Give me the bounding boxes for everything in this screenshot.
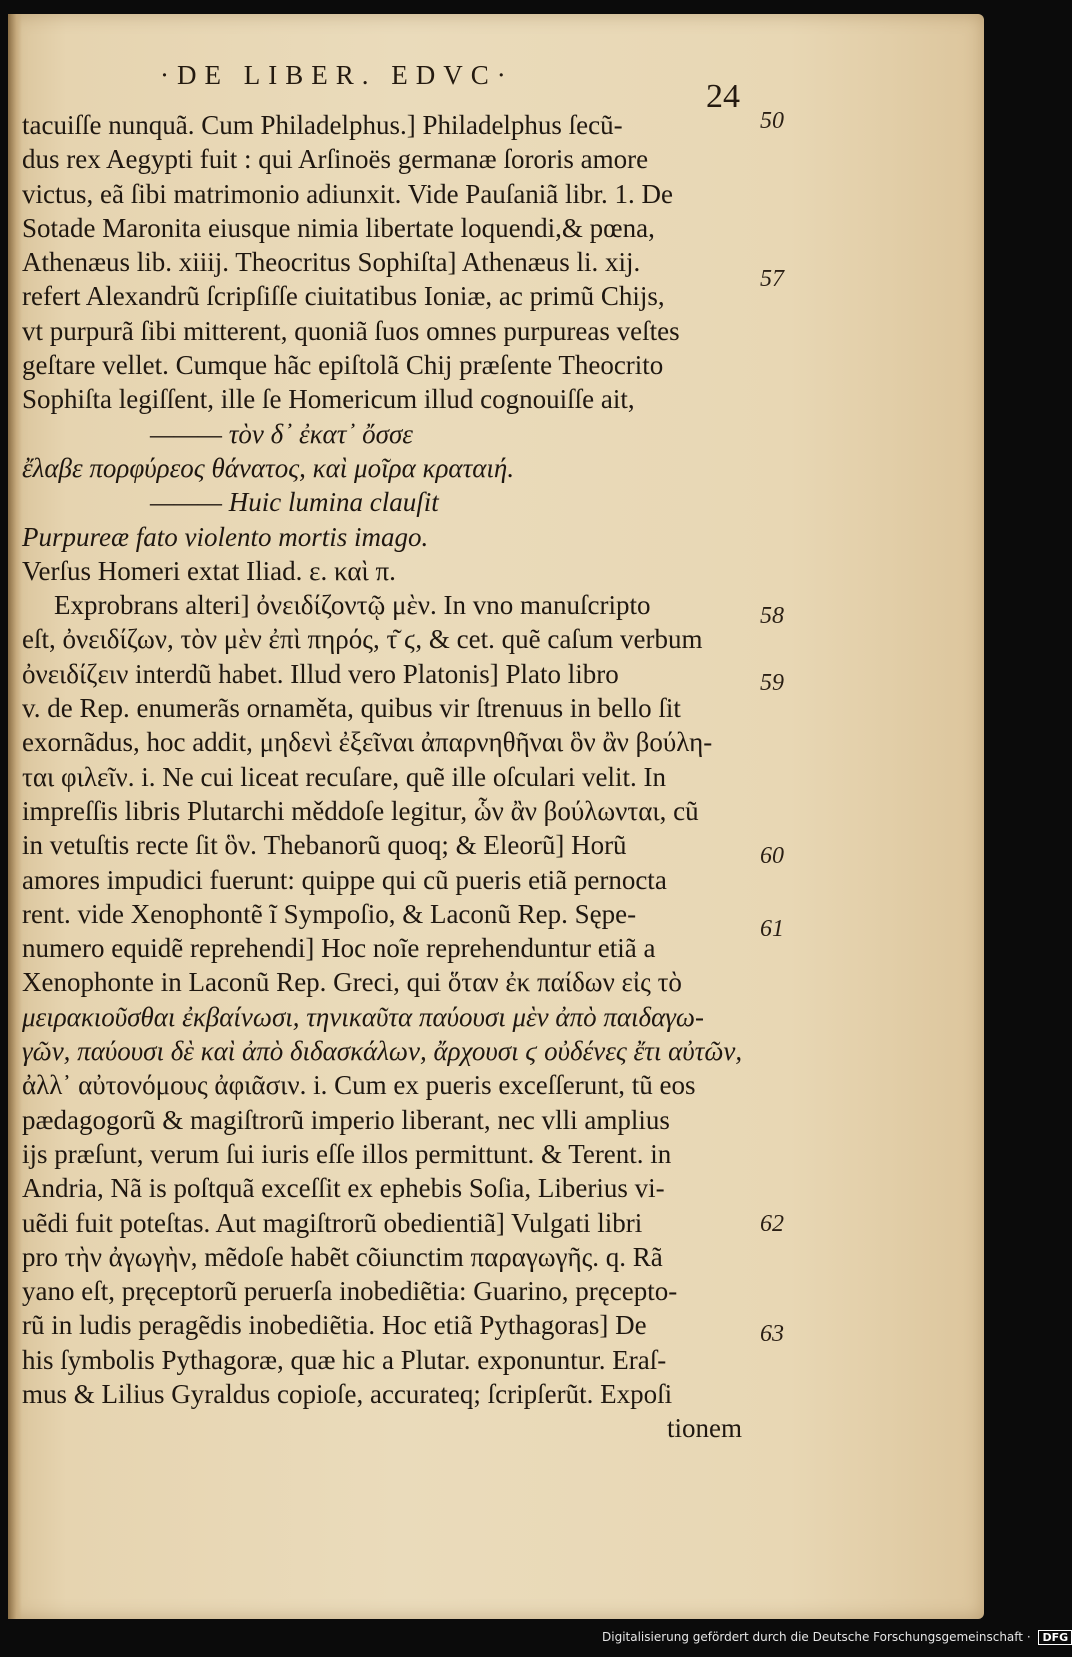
text-line: Andria, Nã is poſtquã exceſſit ex ephebis Soſia, Liberius vi-: [22, 1173, 665, 1204]
text-line: victus, eã ſibi matrimonio adiunxit. Vide Pauſaniã libr. 1. De: [22, 178, 674, 209]
text-line: in vetuſtis recte ſit ὃν. Thebanorũ quoq; & Eleorũ] Horũ: [22, 830, 627, 861]
margin-number: 59: [760, 670, 784, 696]
text-line: Xenophonte in Laconũ Rep. Greci, qui ὅταν ἐκ παίδων εἰς τὸ: [22, 967, 682, 998]
margin-number: 60: [760, 843, 784, 869]
greek-text-line: γῶν, παύουσι δὲ καὶ ἀπὸ διδασκάλων, ἄρχουσι ϛ οὐδένες ἔτι αὐτῶν,: [22, 1036, 743, 1067]
page-binding-edge: [8, 14, 22, 1619]
margin-number: 50: [760, 108, 784, 134]
text-line: amores impudici fuerunt: quippe qui cũ pueris etiã pernocta: [22, 864, 667, 895]
greek-verse-line: ——— τὸν δ᾽ ἐκατ᾽ ὄσσε: [150, 418, 413, 449]
margin-number: 57: [760, 266, 784, 292]
text-line: vt purpurã ſibi mitterent, quoniã ſuos omnes purpureas veſtes: [22, 315, 680, 346]
greek-verse-line: ἔλαβε πορφύρεος θάνατος, καὶ μοῖρα κραταιή.: [22, 452, 515, 483]
text-line: uẽdi fuit poteſtas. Aut magiſtrorũ obedientiã] Vulgati libri: [22, 1207, 643, 1238]
text-block: [22, 108, 742, 1446]
text-line: Sophiſta legiſſent, ille ſe Homericum illud cognouiſſe ait,: [22, 384, 635, 415]
text-line: rũ in ludis peragẽdis inobediẽtia. Hoc etiã Pythagoras] De: [22, 1310, 647, 1341]
text-line: Verſus Homeri extat Iliad. ε. καὶ π.: [22, 555, 396, 586]
text-line: dus rex Aegypti fuit : qui Arſinoës germanæ ſororis amore: [22, 144, 649, 175]
catchword: tionem: [667, 1413, 742, 1444]
text-line: pro τὴν ἀγωγὴν, mẽdoſe habẽt cõiunctim παραγωγῆς. q. Rã: [22, 1241, 663, 1272]
text-line: geſtare vellet. Cumque hãc epiſtolã Chij præſente Theocrito: [22, 350, 664, 381]
folio-number: 24: [706, 78, 740, 115]
dfg-logo: DFG: [1038, 1630, 1072, 1645]
latin-verse-line: Purpureæ fato violento mortis imago.: [22, 521, 429, 552]
text-line: mus & Lilius Gyraldus copioſe, accurateq; ſcripſerũt. Expoſi: [22, 1378, 673, 1409]
text-line: exornãdus, hoc addit, μηδενὶ ἐξεῖναι ἀπαρνηθῆναι ὃν ἂν βούλη-: [22, 727, 713, 758]
text-line: pædagogorũ & magiſtrorũ imperio liberant, nec vlli amplius: [22, 1104, 670, 1135]
text-line: ijs præſunt, verum ſui iuris eſſe illos permittunt. & Terent. in: [22, 1138, 672, 1169]
credit-text: Digitalisierung gefördert durch die Deutsche Forschungsgemeinschaft ·: [602, 1630, 1031, 1644]
text-line: v. de Rep. enumerãs ornaměta, quibus vir ſtrenuus in bello ſit: [22, 693, 681, 724]
text-line: ται φιλεῖν. i. Ne cui liceat recuſare, quẽ ille oſculari velit. In: [22, 761, 667, 792]
text-line: impreſſis libris Plutarchi měddoſe legitur, ὧν ἂν βούλωνται, cũ: [22, 795, 699, 826]
digitization-credit: [602, 1630, 1072, 1645]
text-line: numero equidẽ reprehendi] Hoc noĩe reprehenduntur etiã a: [22, 933, 656, 964]
running-title: ·DE LIBER. EDVC·: [160, 60, 514, 90]
text-line: Athenæus lib. xiiij. Theocritus Sophiſta] Athenæus li. xij.: [22, 247, 641, 278]
text-line: his ſymbolis Pythagoræ, quæ hic a Plutar. exponuntur. Eraſ-: [22, 1344, 667, 1375]
margin-number: 62: [760, 1211, 784, 1237]
text-line: refert Alexandrũ ſcripſiſſe ciuitatibus Ioniæ, ac primũ Chijs,: [22, 281, 665, 312]
margin-number: 61: [760, 916, 784, 942]
text-line: tacuiſſe nunquã. Cum Philadelphus.] Philadelphus ſecũ-: [22, 110, 623, 140]
margin-number: 63: [760, 1321, 784, 1347]
text-line: eſt, ὀνειδίζων, τὸν μὲν ἐπὶ πηρός, τ͂ ϛ, & cet. quẽ caſum verbum: [22, 624, 703, 655]
text-line: ὀνειδίζειν interdũ habet. Illud vero Platonis] Plato libro: [22, 658, 619, 689]
greek-text-line: μειρακιοῦσθαι ἐκβαίνωσι, τηνικαῦτα παύουσι μὲν ἀπὸ παιδαγω-: [22, 1001, 704, 1032]
text-line: Sotade Maronita eiusque nimia libertate loquendi,& pœna,: [22, 212, 655, 243]
latin-verse-line: ——— Huic lumina clauſit: [150, 487, 439, 518]
margin-number: 58: [760, 603, 784, 629]
text-line: Exprobrans alteri] ὀνειδίζοντῷ μὲν. In vno manuſcripto: [54, 590, 651, 621]
text-line: ἀλλ᾽ αὐτονόμους ἀφιᾶσιν. i. Cum ex pueris exceſſerunt, tũ eos: [22, 1070, 696, 1101]
text-line: yano eſt, pręceptorũ peruerſa inobediẽtia: Guarino, pręcepto-: [22, 1276, 678, 1307]
text-line: rent. vide Xenophontẽ ĩ Sympoſio, & Laconũ Rep. Sępe-: [22, 898, 637, 929]
